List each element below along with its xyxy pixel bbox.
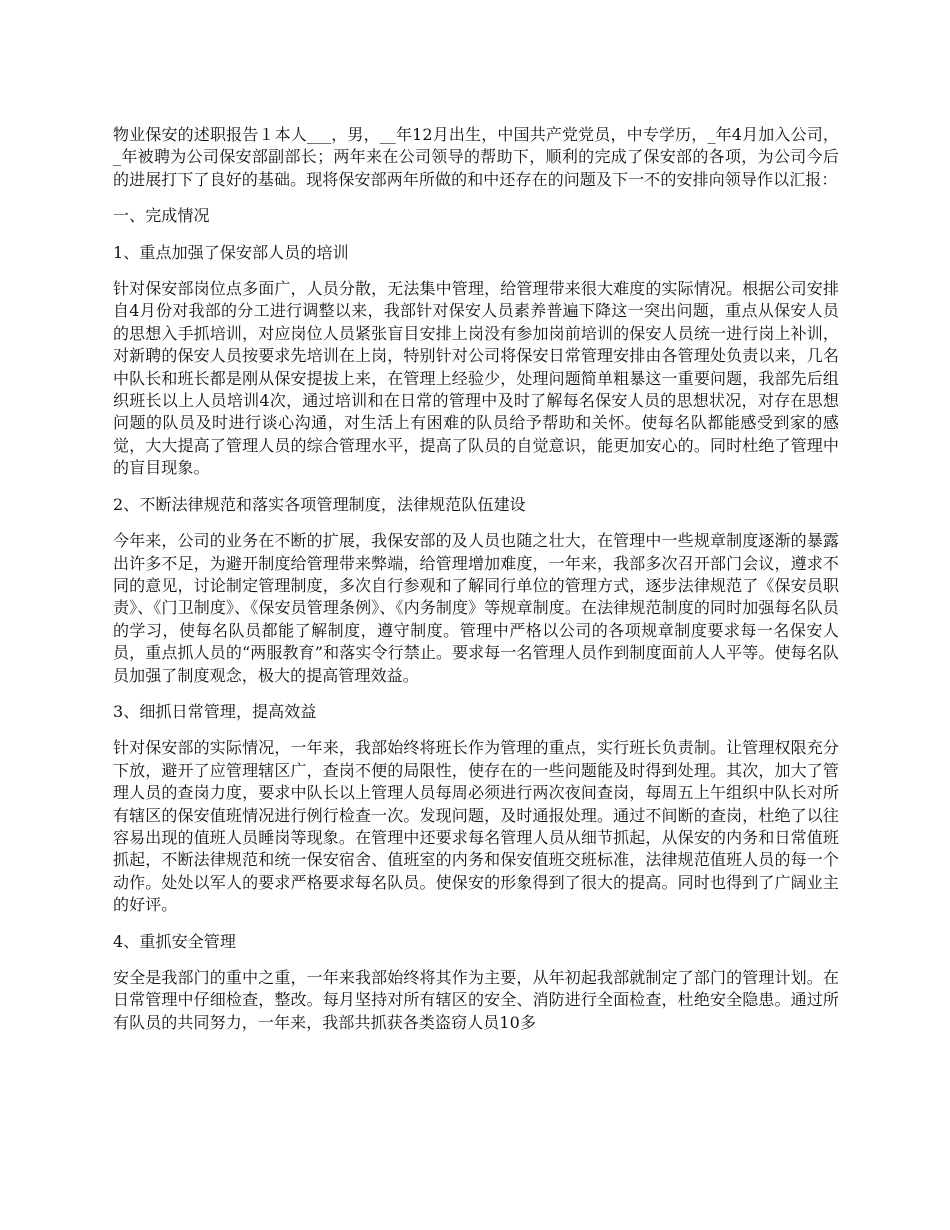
subheading-safety: 4、重抓安全管理 bbox=[113, 931, 236, 951]
paragraph-safety: 安全是我部门的重中之重，一年来我部始终将其作为主要，从年初起我部就制定了部门的管理计划。在日常管理中仔细检查，整改。每月坚持对所有辖区的安全、消防进行全面检查，杜绝安全隐患。通过所有队员的共同努力，一年来，我部共抓获各类盗窃人员10多 bbox=[113, 968, 839, 1032]
paragraph-regulations: 今年来，公司的业务在不断的扩展，我保安部的及人员也随之壮大，在管理中一些规章制度逐渐的暴露出许多不足，为避开制度给管理带来弊端，给管理增加难度，一年来，我部多次召开部门会议，遵求不同的意见，讨论制定管理制度，多次自行参观和了解同行单位的管理方式，逐步法律规范了《保安员职责》、《门卫制度》、《保安员管理条例》、《内务制度》等规章制度。在法律规范制度的同时加强每名队员的学习，使每名队员都能了解制度，遵守制度。管理中严格以公司的各项规章制度要求每一名保安人员，重点抓人员的“两服教育”和落实令行禁止。要求每一名管理人员作到制度面前人人平等。使每名队员加强了制度观念，极大的提高管理效益。 bbox=[113, 531, 839, 685]
subheading-regulations: 2、不断法律规范和落实各项管理制度，法律规范队伍建设 bbox=[113, 494, 526, 514]
paragraph-daily-management: 针对保安部的实际情况，一年来，我部始终将班长作为管理的重点，实行班长负责制。让管理权限充分下放，避开了应管理辖区广，查岗不便的局限性，使存在的一些问题能及时得到处理。其次，加大了管理人员的查岗力度，要求中队长以上管理人员每周必须进行两次夜间查岗，每周五上午组织中队长对所有辖区的保安值班情况进行例行检查一次。发现问题，及时通报处理。通过不间断的查岗，杜绝了以往容易出现的值班人员睡岗等现象。在管理中还要求每名管理人员从细节抓起，从保安的内务和日常值班抓起，不断法律规范和统一保安宿舍、值班室的内务和保安值班交班标准，法律规范值班人员的每一个动作。处处以军人的要求严格要求每名队员。使保安的形象得到了很大的提高。同时也得到了广阔业主的好评。 bbox=[113, 738, 839, 915]
section-heading-completion: 一、完成情况 bbox=[113, 206, 210, 226]
paragraph-training: 针对保安部岗位点多面广，人员分散，无法集中管理，给管理带来很大难度的实际情况。根据公司安排自4月份对我部的分工进行调整以来，我部针对保安人员素养普遍下降这一突出问题，重点从保安人员的思想入手抓培训，对应岗位人员紧张盲目安排上岗没有参加岗前培训的保安人员统一进行岗上补训，对新聘的保安人员按要求先培训在上岗，特别针对公司将保安日常管理安排由各管理处负责以来，几名中队长和班长都是刚从保安提拔上来，在管理上经验少，处理问题简单粗暴这一重要问题，我部先后组织班长以上人员培训4次，通过培训和在日常的管理中及时了解每名保安人员的思想状况，对存在思想问题的队员及时进行谈心沟通，对生活上有困难的队员给予帮助和关怀。使每名队都能感受到家的感觉，大大提高了管理人员的综合管理水平，提高了队员的自觉意识，能更加安心的。同时杜绝了管理中的盲目现象。 bbox=[113, 279, 839, 478]
intro-paragraph: 物业保安的述职报告１本人___，男，__年12月出生，中国共产党党员，中专学历，_年4月加入公司，_年被聘为公司保安部副部长；两年来在公司领导的帮助下，顺利的完成了保安部的各项，为公司今后的进展打下了良好的基础。现将保安部两年所做的和中还存在的问题及下一不的安排向领导作以汇报： bbox=[113, 125, 839, 189]
subheading-daily-management: 3、细抓日常管理，提高效益 bbox=[113, 701, 317, 721]
document-page bbox=[113, 124, 839, 1048]
subheading-training: 1、重点加强了保安部人员的培训 bbox=[113, 242, 349, 262]
